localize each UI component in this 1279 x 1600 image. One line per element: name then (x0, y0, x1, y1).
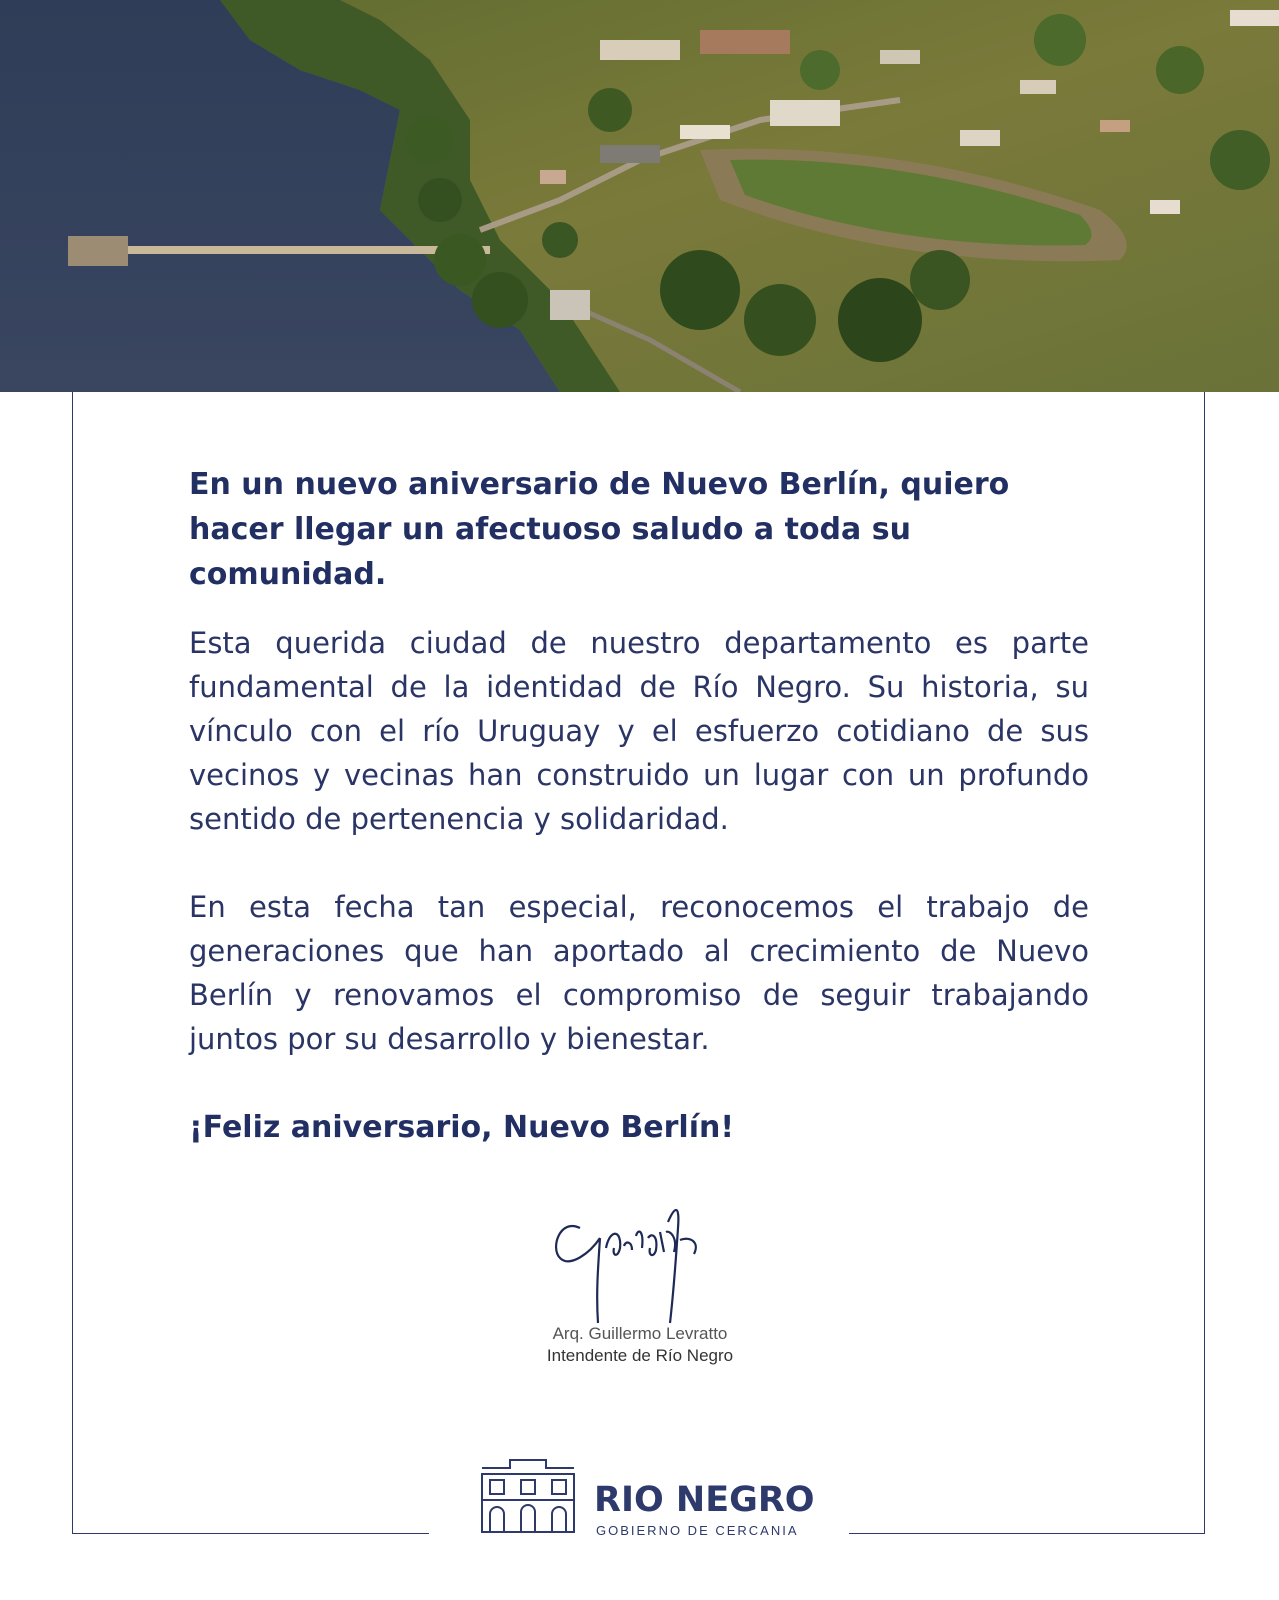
signature-title: Intendente de Río Negro (546, 1346, 734, 1365)
letter-lead: En un nuevo aniversario de Nuevo Berlín, quiero hacer llegar un afectuoso saludo a toda su comunidad. (189, 467, 1010, 592)
letter-paragraph-1: Esta querida ciudad de nuestro departamento es parte fundamental de la identidad de Río Negro. Su historia, su vínculo con el río Uruguay y el esfuerzo cotidiano de sus vecinos y vecinas han construido un lugar con un profundo sentido de pertenencia y solidaridad. (189, 626, 1089, 836)
frame-left-border (72, 392, 73, 1534)
frame-bottom-right-border (849, 1533, 1205, 1534)
letter-closing: ¡Feliz aniversario, Nuevo Berlín! (189, 1110, 735, 1145)
frame-right-border (1204, 392, 1205, 1534)
frame-bottom-left-border (72, 1533, 429, 1534)
letter-body (189, 462, 1089, 1150)
logo-subtitle: GOBIERNO DE CERCANIA (596, 1523, 799, 1538)
letter-paragraph-2: En esta fecha tan especial, reconocemos el trabajo de generaciones que han aportado al crecimiento de Nuevo Berlín y renovamos el compromiso de seguir trabajando juntos por su desarrollo y bienestar. (189, 890, 1089, 1056)
hero-aerial-photo (0, 0, 1279, 392)
building-icon (478, 1456, 578, 1536)
handwritten-signature (540, 1198, 740, 1328)
logo-title: RIO NEGRO (594, 1480, 815, 1520)
signature-name: Arq. Guillermo Levratto (552, 1324, 728, 1343)
signature-block (500, 1198, 780, 1378)
rio-negro-logo (478, 1456, 818, 1536)
